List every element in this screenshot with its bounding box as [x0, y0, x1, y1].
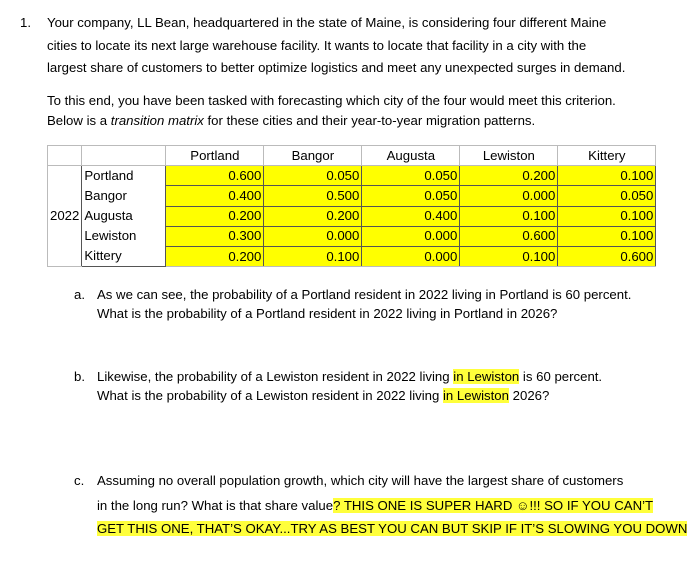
matrix-cell: 0.600 [460, 226, 558, 246]
highlight: in Lewiston [443, 388, 509, 403]
matrix-cell: 0.400 [362, 206, 460, 226]
matrix-cell: 0.600 [558, 246, 656, 266]
matrix-cell: 0.000 [460, 186, 558, 206]
matrix-corner-city [82, 146, 166, 166]
transition-matrix-term: transition matrix [110, 113, 204, 128]
matrix-cell: 0.100 [460, 206, 558, 226]
matrix-corner [48, 146, 82, 166]
row-city-label: Kittery [82, 246, 166, 266]
matrix-row [48, 246, 656, 266]
part-c-marker: c. [74, 473, 85, 488]
row-city-label: Bangor [82, 186, 166, 206]
matrix-cell: 0.100 [558, 206, 656, 226]
highlight: GET THIS ONE, THAT’S OKAY...TRY AS BEST YOU CAN BUT SKIP IF IT’S SLOWING YOU DOWN [97, 521, 688, 536]
question-number: 1. [20, 15, 31, 30]
matrix-row [48, 226, 656, 246]
matrix-cell: 0.100 [460, 246, 558, 266]
matrix-cell: 0.200 [460, 166, 558, 186]
matrix-row [48, 206, 656, 226]
part-b-line-1: Likewise, the probability of a Lewiston resident in 2022 living in Lewiston is 60 percent. [97, 369, 603, 384]
task-line-1: To this end, you have been tasked with forecasting which city of the four would meet this criterion. [47, 93, 616, 108]
intro-line-1: Your company, LL Bean, headquartered in the state of Maine, is considering four different Maine [47, 15, 607, 30]
matrix-cell: 0.100 [558, 166, 656, 186]
part-c-line-1: Assuming no overall population growth, which city will have the largest share of customers [97, 473, 624, 488]
matrix-cell: 0.050 [558, 186, 656, 206]
matrix-cell: 0.050 [362, 166, 460, 186]
part-c-line-3 [97, 520, 687, 538]
part-c-line-2: in the long run? What is that share value? THIS ONE IS SUPER HARD ☺!!! SO IF YOU CAN’T [97, 498, 654, 513]
matrix-cell: 0.200 [166, 246, 264, 266]
column-header: Portland [166, 146, 264, 166]
matrix-cell: 0.100 [264, 246, 362, 266]
year-label: 2022 [48, 206, 82, 226]
matrix-cell: 0.100 [558, 226, 656, 246]
transition-matrix-table [47, 145, 656, 267]
row-city-label: Lewiston [82, 226, 166, 246]
matrix-cell: 0.600 [166, 166, 264, 186]
matrix-cell: 0.050 [264, 166, 362, 186]
column-header: Bangor [264, 146, 362, 166]
matrix-row [48, 186, 656, 206]
task-line-2: Below is a transition matrix for these cities and their year-to-year migration patterns. [47, 113, 536, 128]
part-b-line-2: What is the probability of a Lewiston resident in 2022 living in Lewiston 2026? [97, 388, 550, 403]
row-city-label: Portland [82, 166, 166, 186]
column-header: Lewiston [460, 146, 558, 166]
intro-line-3: largest share of customers to better optimize logistics and meet any unexpected surges in demand. [47, 60, 626, 75]
part-a-marker: a. [74, 287, 85, 302]
column-header: Kittery [558, 146, 656, 166]
matrix-cell: 0.000 [362, 226, 460, 246]
highlight: ? THIS ONE IS SUPER HARD ☺!!! SO IF YOU CAN’T [333, 498, 654, 513]
matrix-cell: 0.000 [362, 246, 460, 266]
matrix-cell: 0.000 [264, 226, 362, 246]
part-a-line-2: What is the probability of a Portland resident in 2022 living in Portland in 2026? [97, 306, 558, 321]
matrix-cell: 0.300 [166, 226, 264, 246]
matrix-header-row [48, 146, 656, 166]
highlight: in Lewiston [453, 369, 520, 384]
part-a-line-1: As we can see, the probability of a Portland resident in 2022 living in Portland is 60 percent. [97, 287, 632, 302]
matrix-cell: 0.400 [166, 186, 264, 206]
matrix-row [48, 166, 656, 186]
row-city-label: Augusta [82, 206, 166, 226]
intro-line-2: cities to locate its next large warehouse facility. It wants to locate that facility in a city with the [47, 38, 587, 53]
matrix-cell: 0.500 [264, 186, 362, 206]
matrix-cell: 0.050 [362, 186, 460, 206]
column-header: Augusta [362, 146, 460, 166]
matrix-cell: 0.200 [166, 206, 264, 226]
matrix-cell: 0.200 [264, 206, 362, 226]
part-b-marker: b. [74, 369, 85, 384]
